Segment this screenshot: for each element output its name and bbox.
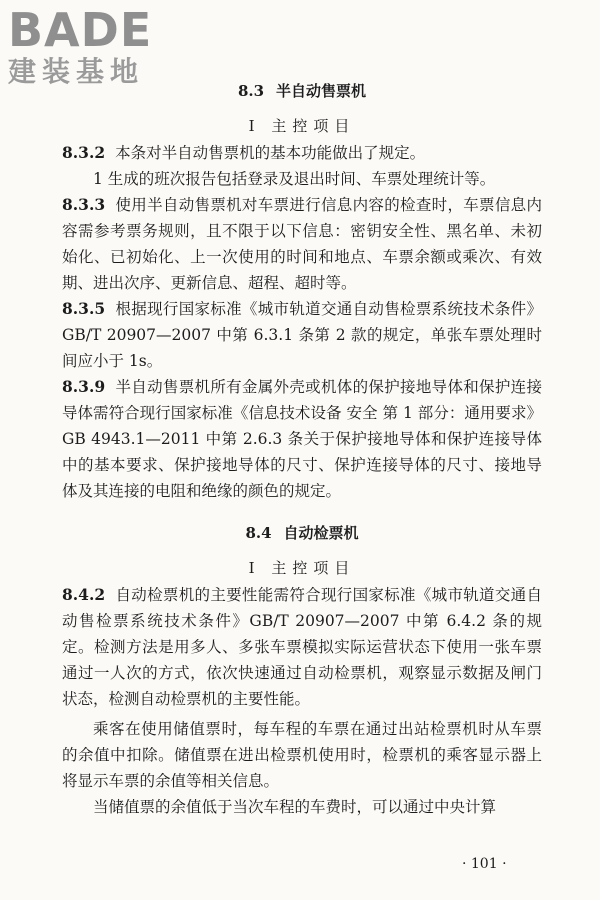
document-body bbox=[62, 80, 542, 820]
clause-id: 8.3.3 bbox=[62, 195, 106, 214]
page-number: · 101 · bbox=[462, 856, 507, 872]
section-number: 8.3 bbox=[237, 82, 265, 100]
clause-8-3-5 bbox=[62, 296, 542, 374]
clause-8-4-2 bbox=[62, 582, 542, 712]
logo-brand: BADE bbox=[8, 3, 153, 57]
section-title: 自动检票机 bbox=[283, 524, 359, 542]
clause-text: 使用半自动售票机对车票进行信息内容的检查时，车票信息内容需参考票务规则，且不限于以下信息：密钥安全性、黑名单、未初始化、已初始化、上一次使用的时间和地点、车票余额或乘次、有效期、进出次序、更新信息、超程、超时等。 bbox=[62, 196, 542, 292]
section-title: 半自动售票机 bbox=[276, 82, 367, 100]
clause-text: 根据现行国家标准《城市轨道交通自动售检票系统技术条件》GB/T 20907—2007 中第 6.3.1 条第 2 款的规定，单张车票处理时间应小于 1s。 bbox=[62, 300, 542, 370]
clause-text: 半自动售票机所有金属外壳或机体的保护接地导体和保护连接导体需符合现行国家标准《信息技术设备 安全 第 1 部分：通用要求》GB 4943.1—2011 中第 2.6.3 条关于保护接地导体和保护连接导体中的基本要求、保护接地导体的尺寸、保护连接导体的尺寸、接地导体及其连接的电阻和绝缘的颜色的规定。 bbox=[62, 378, 542, 500]
section-8-3-subheading: Ⅰ 主控项目 bbox=[248, 117, 356, 135]
clause-id: 8.4.2 bbox=[62, 585, 106, 604]
clause-text: 自动检票机的主要性能需符合现行国家标准《城市轨道交通自动售检票系统技术条件》GB/T 20907—2007 中第 6.4.2 条的规定。检测方法是用多人、多张车票模拟实际运营状态下使用一张车票通过一人次的方式，依次快速通过自动检票机，观察显示数据及闸门状态，检测自动检票机的主要性能。 bbox=[62, 586, 542, 708]
clause-8-3-2 bbox=[62, 140, 542, 166]
clause-8-3-9 bbox=[62, 374, 542, 504]
clause-id: 8.3.2 bbox=[62, 143, 106, 162]
clause-text: 本条对半自动售票机的基本功能做出了规定。 bbox=[115, 144, 426, 162]
section-8-4-title bbox=[62, 522, 542, 543]
clause-id: 8.3.9 bbox=[62, 377, 106, 396]
clause-id: 8.3.5 bbox=[62, 299, 106, 318]
paragraph-insufficient-balance: 当储值票的余值低于当次车程的车费时，可以通过中央计算 bbox=[93, 798, 497, 816]
section-8-3-title bbox=[62, 80, 542, 101]
section-number: 8.4 bbox=[245, 524, 272, 542]
clause-8-3-2-item-1: 1 生成的班次报告包括登录及退出时间、车票处理统计等。 bbox=[93, 170, 496, 188]
clause-8-3-3 bbox=[62, 192, 542, 296]
paragraph-stored-value: 乘客在使用储值票时，每车程的车票在通过出站检票机时从车票的余值中扣除。储值票在进出检票机使用时，检票机的乘客显示器上将显示车票的余值等相关信息。 bbox=[62, 720, 542, 790]
bade-logo bbox=[8, 3, 178, 88]
logo-subtitle: 建装基地 bbox=[8, 55, 145, 88]
section-8-4-subheading: Ⅰ 主控项目 bbox=[248, 559, 356, 577]
